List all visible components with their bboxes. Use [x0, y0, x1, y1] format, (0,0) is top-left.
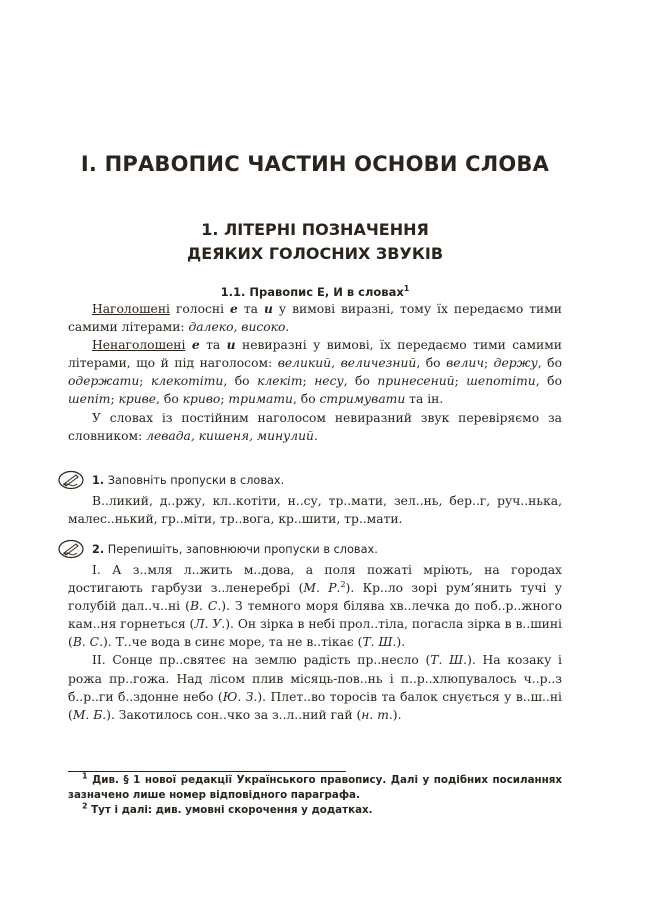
- author-abbreviation: н. т.: [361, 707, 393, 722]
- exercise-text-run: ). Т..че вода в синє море, та не в..тікає (: [102, 635, 363, 650]
- exercise-text-run: ). Он зірка в небі прол..тіла, погасла зірка в в..шині (: [68, 617, 562, 650]
- exercise-1-heading: [92, 474, 284, 487]
- section-title-line2: ДЕЯКИХ ГОЛОСНИХ ЗВУКІВ: [186, 244, 444, 263]
- author-abbreviation: В. С.: [189, 599, 222, 614]
- footnotes: [68, 773, 562, 818]
- author-abbreviation: Т. Ш.: [362, 635, 397, 650]
- exercise-1-number: 1.: [92, 474, 105, 487]
- example: далеко, високо: [188, 320, 286, 335]
- exercise-text-run: ). На козаку і рожа пр..гожа. Над лісом плив місяць-пов..нь і п..р..хлюпувалось ч..р..з б..р..ги б..здонне небо (: [68, 653, 562, 704]
- exercise-text-run: ). З темного моря білява хв..лечка до поб..р..жного кам..ня горнеться (: [68, 599, 563, 632]
- exercise-2-part-2: [68, 651, 562, 723]
- author-abbreviation: В. С.: [72, 635, 103, 650]
- author-abbreviation: М. Б.: [72, 707, 107, 722]
- author-abbreviation: Ю. З.: [222, 689, 258, 704]
- exercise-2-instruction: Перепишіть, заповнюючи пропуски в словах.: [104, 543, 378, 556]
- rule-paragraph-1: Наголошені голосні е та и у вимові виразні, тому їх передаємо тими самими літерами: далеко, високо.: [68, 301, 562, 335]
- footnote-ref-2: 2: [340, 580, 346, 589]
- term-stressed: Наголошені: [92, 302, 170, 316]
- exercise-text-run: ).: [392, 707, 402, 722]
- author-abbreviation: М. Р.: [303, 581, 341, 596]
- exercise-text-run: І. А з..мля л..жить м..дова, а поля пожаті мріють, на городах достигають гарбузи з..ленеребрі (: [68, 563, 562, 596]
- exercise-2-part-1: [68, 561, 562, 651]
- exercise-text-run: ).: [396, 635, 406, 650]
- exercise-2-heading: [92, 543, 378, 556]
- exercise-1-text: В..ликий, д..ржу, кл..котіти, н..су, тр..мати, зел..нь, бер..г, руч..нька, малес..нький, гр..міти, тр..вога, кр..шити, тр..мати.: [68, 494, 562, 527]
- term-unstressed: Ненаголошені: [92, 338, 186, 353]
- rule-text: [68, 300, 562, 445]
- exercise-text-run: ). Плет..во торосів та балок снується у в..ш..ні (: [68, 689, 562, 722]
- rule-paragraph-2: Ненаголошені е та и невиразні у вимові, їх передаємо тими самими літерами, що й під наголосом: великий, величезний, бо велич; держу, бо одержати; клекотіти, бо клекіт; несу, бо принесений; шепотіти, бо шепіт; криве, бо криво; тримати, бо стримувати та ін.: [68, 337, 562, 407]
- exercise-1-instruction: Заповніть пропуски в словах.: [104, 474, 285, 487]
- footnote-divider: [68, 771, 346, 772]
- author-abbreviation: Л. У.: [194, 617, 226, 632]
- pen-writing-icon: [58, 539, 86, 559]
- subsection-title-text: 1.1. Правопис Е, И в словах: [220, 285, 404, 299]
- author-abbreviation: Т. Ш.: [430, 653, 468, 668]
- section-title-line1: 1. ЛІТЕРНІ ПОЗНАЧЕННЯ: [201, 220, 429, 239]
- exercise-text-run: ). Кр..ло зорі рум’янить тучі у голубій дал..ч..ні (: [68, 581, 563, 614]
- pen-writing-icon: [58, 470, 86, 490]
- rule-paragraph-3: У словах із постійним наголосом невиразний звук перевіряємо за словником: левада, кишеня, минулий.: [68, 410, 562, 443]
- exercise-2-number: 2.: [92, 543, 105, 556]
- exercise-2-text: [68, 561, 562, 724]
- footnote-ref-1: 1: [403, 284, 410, 294]
- exercise-text-run: ). Закотилось сон..чко за з..л..ний гай (: [106, 707, 362, 722]
- exercise-text-run: ІІ. Сонце пр..святеє на землю радість пр..несло (: [92, 653, 431, 668]
- footnote-1: $^1$ Див. § 1 нової редакції Українського правопису. Далі у подібних посиланнях зазначено лише номер відповідного параграфа.: [68, 771, 562, 801]
- section-title: [68, 218, 562, 266]
- chapter-title: І. ПРАВОПИС ЧАСТИН ОСНОВИ СЛОВА: [80, 152, 550, 176]
- subsection-title: [68, 285, 562, 299]
- footnote-2: $^2$ Тут і далі: див. умовні скорочення у додатках.: [82, 801, 373, 816]
